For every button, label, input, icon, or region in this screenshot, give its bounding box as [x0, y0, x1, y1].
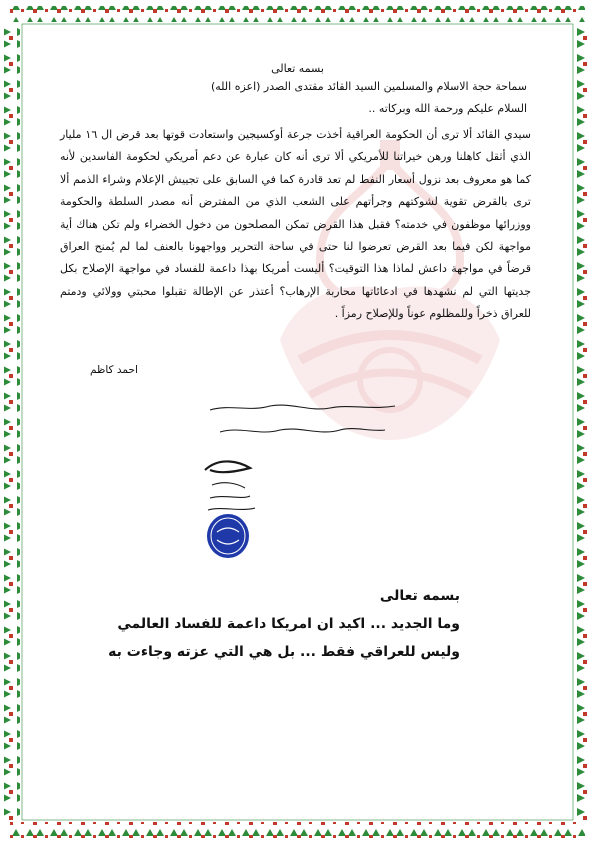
letter-body-paragraph: سيدي القائد ألا ترى أن الحكومة العراقية أخذت جرعة أوكسيجين واستعادت قوتها بعد قرض ال ١٦ مليار الذي أثقل كاهلنا ورهن خيراتنا للأمريكي ألا ترى أنه كان عبارة عن دعم أمريكي لحكومة الفاسدين لأنه كما هو معروف بعد نزول أسعار النفط لم تعد قادرة كما في السابق على تجييش الإعلام وشراء الذمم ألا ترى بالقرض تقوية لشوكتهم وجرأتهم على الشعب الذي من المفترض أنه مصدر السلطة والحكومة ووزرائها موظفون في خدمته؟ فقبل هذا القرض تمكن المصلحون من دخول الخضراء ولم تكن هناك أية مواجهة لكن فيما بعد القرض تعرضوا لنا حتى في ساحة التحرير وواجهونا بالعنف لما لم يُمنح العراق قرضاً في مواجهة داعش لماذا هذا التوقيت؟ أليست أمريكا بهذا داعمة للفساد في مواجهة الإصلاح بكل جديتها التي لم نشهدها في ادعائاتها محاربة الإرهاب؟ أعتذر عن الإطالة تقبلوا محبتي وولائي ودمتم للعراق ذخراً وللمظلوم عوناً وللإصلاح رمزاً . [60, 128, 531, 321]
reply-line-2: وليس للعراقي فقط ... بل هي التي عزته وجاءت به [108, 644, 460, 660]
letter-addressee: سماحة حجة الاسلام والمسلمين السيد القائد مقتدى الصدر (اعزه الله) [210, 80, 527, 93]
handwritten-reply-signature [150, 390, 410, 540]
letter-body [60, 124, 531, 326]
reply-block [70, 588, 460, 666]
reply-line-1: وما الجديد ... اكيد ان امريكا داعمة للفساد العالمي [117, 616, 460, 632]
official-seal [205, 512, 251, 560]
reply-basmala: بسمه تعالى [379, 588, 460, 604]
letter-greeting: السلام عليكم ورحمة الله وبركاته .. [368, 102, 527, 115]
sender-name: احمد كاظم [90, 364, 138, 376]
letter-basmala: بسمه تعالى [271, 62, 324, 75]
